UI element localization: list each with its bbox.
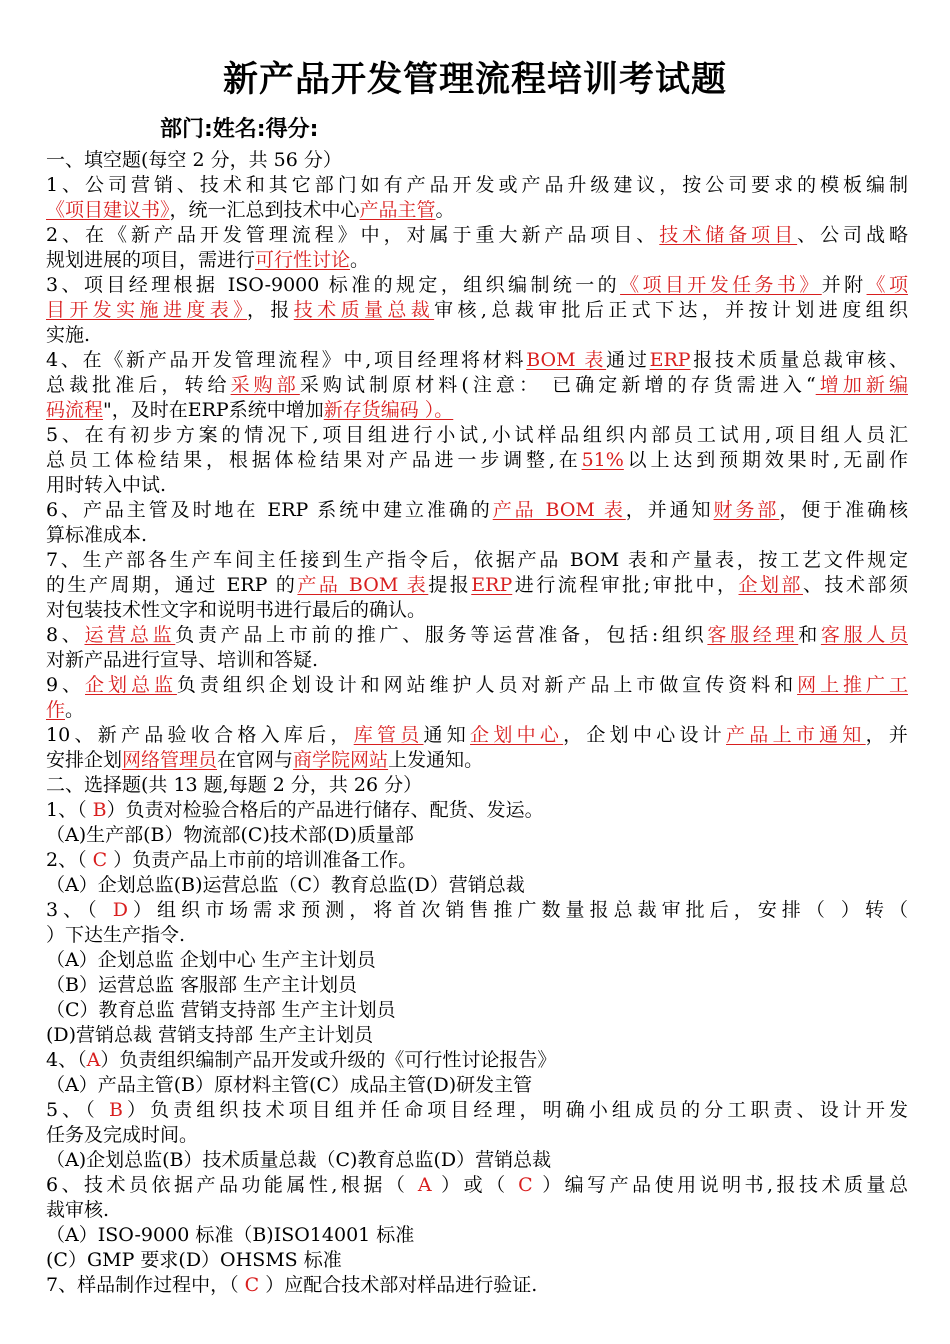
question-text: ）应配合技术部对样品进行验证. xyxy=(259,1274,538,1296)
q6-line-1 xyxy=(46,498,908,523)
answer: B xyxy=(108,1099,123,1121)
answer: 产品主管 xyxy=(359,199,436,221)
question-text: 7、样品制作过程中，（ xyxy=(46,1274,245,1296)
question-text: ）负责产品上市前的培训准备工作。 xyxy=(107,849,418,871)
answer: 技术质量总裁 xyxy=(293,299,435,321)
q10-line-2 xyxy=(46,748,908,773)
q8-line-1 xyxy=(46,623,908,648)
question-text: 提报 xyxy=(428,574,472,596)
question-text: 通过 xyxy=(606,349,650,371)
question-text: 在官网与 xyxy=(217,749,294,771)
answer: 库管员 xyxy=(353,724,424,746)
question-text: ，企划中心设计 xyxy=(563,724,727,746)
mc3-question-1 xyxy=(46,898,908,923)
question-text: 并附 xyxy=(821,274,867,296)
page-title: 新产品开发管理流程培训考试题 xyxy=(222,60,727,100)
question-text: 3、（ xyxy=(46,899,113,921)
mc6-options-2: (C）GMP 要求(D）OHSMS 标准 xyxy=(46,1249,342,1271)
answer: 码流程 xyxy=(46,399,104,421)
question-text: 。 xyxy=(350,249,370,271)
q5-line-2 xyxy=(46,448,908,473)
answer: D xyxy=(112,899,128,921)
question-text: 报技术质量总裁审核、 xyxy=(690,349,908,371)
answer: C xyxy=(92,849,108,871)
answer: ERP xyxy=(649,349,691,371)
answer: ERP xyxy=(471,574,513,596)
question-text: ）编写产品使用说明书,报技术质量总 xyxy=(532,1174,908,1196)
q9-line-2 xyxy=(46,698,908,723)
question-text: 总员工体检结果，根据体检结果对产品进一步调整,在 xyxy=(46,449,582,471)
mc3-question-2: ）下达生产指令. xyxy=(46,924,186,946)
question-text: ）负责组织编制产品开发或升级的《可行性讨论报告》 xyxy=(100,1049,557,1071)
q4-line-3 xyxy=(46,398,908,423)
question-text: 4、（ xyxy=(46,1049,87,1071)
question-text: 2、（ xyxy=(46,849,93,871)
question-text: 6、产品主管及时地在 ERP 系统中建立准确的 xyxy=(46,499,493,521)
question-text: 负责组织企划设计和网站维护人员对新产品上市做宣传资料和 xyxy=(176,674,798,696)
answer: 《项 xyxy=(866,274,908,296)
question-text: 。 xyxy=(435,199,455,221)
question-text: 10、新产品验收合格入库后， xyxy=(46,724,354,746)
answer: 企划中心 xyxy=(470,724,564,746)
q3-line-2 xyxy=(46,298,908,323)
answer: 网上推广工 xyxy=(797,674,908,696)
answer: 采购部 xyxy=(230,374,300,396)
answer: 目开发实施进度表》 xyxy=(46,299,248,321)
answer: 客服经理 xyxy=(707,624,799,646)
question-text: ）负责对检验合格后的产品进行储存、配货、发运。 xyxy=(106,799,544,821)
mc6-options-1: （A）ISO-9000 标准（B)ISO14001 标准 xyxy=(46,1224,415,1246)
answer: B xyxy=(92,799,107,821)
question-text: 4、在《新产品开发管理流程》中,项目经理将材料 xyxy=(46,349,527,371)
question-text: 采购试制原材料(注意： 已确定新增的存货需进入“ xyxy=(299,374,816,396)
mc3-option-a: （A）企划总监 企划中心 生产主计划员 xyxy=(46,949,376,971)
q1-line-2 xyxy=(46,198,908,223)
question-text: ）或（ xyxy=(431,1174,519,1196)
answer: 51% xyxy=(581,449,624,471)
q8-line-2: 对新产品进行宣导、培训和答疑. xyxy=(46,649,319,671)
question-text: 规划进展的项目，需进行 xyxy=(46,249,256,271)
answer: 《项目建议书》 xyxy=(46,199,170,221)
answer: A xyxy=(417,1174,432,1196)
answer: A xyxy=(86,1049,101,1071)
question-text: 的生产周期，通过 ERP 的 xyxy=(46,574,298,596)
q3-line-1 xyxy=(46,273,908,298)
question-text: 通知 xyxy=(423,724,471,746)
question-text: 。 xyxy=(65,699,85,721)
mc2-options: （A）企划总监(B)运营总监（C）教育总监(D）营销总裁 xyxy=(46,874,525,896)
mc3-option-d: (D)营销总裁 营销支持部 生产主计划员 xyxy=(46,1024,374,1046)
mc6-question-1 xyxy=(46,1173,908,1198)
q4-line-1 xyxy=(46,348,908,373)
answer: BOM 表 xyxy=(526,349,607,371)
section-heading-choice: 二、选择题(共 13 题,每题 2 分，共 26 分） xyxy=(46,774,423,796)
question-text: 和 xyxy=(798,624,821,646)
question-text: 进行流程审批;审批中， xyxy=(512,574,739,596)
q1-line-1: 1、公司营销、技术和其它部门如有产品开发或产品升级建议，按公司要求的模板编制 xyxy=(46,174,908,196)
question-text: 以上达到预期效果时,无副作 xyxy=(623,449,908,471)
question-text: 6、技术员依据产品功能属性,根据（ xyxy=(46,1174,418,1196)
mc5-options: （A)企划总监(B）技术质量总裁（C)教育总监(D）营销总裁 xyxy=(46,1149,552,1171)
answer: 产品上市通知 xyxy=(726,724,866,746)
mc4-options: （A）产品主管(B）原材料主管(C）成品主管(D)研发主管 xyxy=(46,1074,533,1096)
q9-line-1 xyxy=(46,673,908,698)
question-text: ，并通知 xyxy=(625,499,714,521)
answer: 作 xyxy=(46,699,66,721)
question-text: ）负责组织技术项目组并任命项目经理，明确小组成员的分工职责、设计开发 xyxy=(122,1099,908,1121)
answer: 《项目开发任务书》 xyxy=(620,274,822,296)
mc7-question xyxy=(46,1273,908,1298)
question-text: 9、 xyxy=(46,674,86,696)
question-text: 、公司战略 xyxy=(797,224,908,246)
answer: C xyxy=(244,1274,260,1296)
section-heading-fill-blank: 一、填空题(每空 2 分，共 56 分） xyxy=(46,149,342,171)
question-text: 5、（ xyxy=(46,1099,109,1121)
answer: C xyxy=(518,1174,533,1196)
q2-line-1 xyxy=(46,223,908,248)
answer: 网络管理员 xyxy=(122,749,218,771)
question-text: 3、项目经理根据 ISO-9000 标准的规定，组织编制统一的 xyxy=(46,274,621,296)
question-text: 上发通知。 xyxy=(388,749,484,771)
question-text: 总裁批准后，转给 xyxy=(46,374,231,396)
question-text: "，及时在ERP系统中增加 xyxy=(103,399,324,421)
question-text: 2、在《新产品开发管理流程》中，对属于重大新产品项目、 xyxy=(46,224,660,246)
q4-line-2 xyxy=(46,373,908,398)
question-text: 安排企划 xyxy=(46,749,123,771)
answer: 财务部 xyxy=(713,499,780,521)
question-text: ，统一汇总到技术中心 xyxy=(169,199,360,221)
mc3-option-c: （C）教育总监 营销支持部 生产主计划员 xyxy=(46,999,396,1021)
question-text: ，并 xyxy=(865,724,908,746)
mc2-question xyxy=(46,848,908,873)
answer: 企划部 xyxy=(738,574,803,596)
question-text: 8、 xyxy=(46,624,85,646)
q5-line-3: 用时转入中试. xyxy=(46,474,167,496)
q5-line-1: 5、在有初步方案的情况下,项目组进行小试,小试样品组织内部员工试用,项目组人员汇 xyxy=(46,424,908,446)
answer: 企划总监 xyxy=(85,674,177,696)
q7-line-1: 7、生产部各生产车间主任接到生产指令后，依据产品 BOM 表和产量表，按工艺文件规定 xyxy=(46,549,908,571)
answer: 新存货编码 ）。 xyxy=(323,399,454,421)
q3-line-3: 实施. xyxy=(46,324,91,346)
question-text: ，便于准确核 xyxy=(779,499,908,521)
answer: 产品 BOM 表 xyxy=(297,574,429,596)
q2-line-2 xyxy=(46,248,908,273)
answer: 技术储备项目 xyxy=(659,224,798,246)
mc6-question-2: 裁审核. xyxy=(46,1199,110,1221)
answer: 客服人员 xyxy=(820,624,908,646)
exam-info-line: 部门:姓名:得分: xyxy=(160,117,319,142)
question-text: 、技术部须 xyxy=(803,574,908,596)
answer: 运营总监 xyxy=(84,624,176,646)
exam-content xyxy=(46,148,908,1298)
question-text: ，报 xyxy=(247,299,294,321)
question-text: 审核,总裁审批后正式下达，并按计划进度组织 xyxy=(434,299,908,321)
question-text: 负责产品上市前的推广、服务等运营准备，包括:组织 xyxy=(175,624,708,646)
question-text: ）组织市场需求预测，将首次销售推广数量报总裁审批后，安排（ ）转（ xyxy=(127,899,908,921)
mc5-question-2: 任务及完成时间。 xyxy=(46,1124,199,1146)
answer: 增加新编 xyxy=(815,374,908,396)
answer: 可行性讨论 xyxy=(255,249,351,271)
q7-line-3: 对包装技术性文字和说明书进行最后的确认。 xyxy=(46,599,427,621)
mc1-options: （A)生产部(B）物流部(C)技术部(D)质量部 xyxy=(46,824,414,846)
mc3-option-b: （B）运营总监 客服部 生产主计划员 xyxy=(46,974,358,996)
q6-line-2: 算标准成本. xyxy=(46,524,148,546)
answer: 商学院网站 xyxy=(293,749,389,771)
mc1-question xyxy=(46,798,908,823)
mc5-question-1 xyxy=(46,1098,908,1123)
q10-line-1 xyxy=(46,723,908,748)
q7-line-2 xyxy=(46,573,908,598)
answer: 产品 BOM 表 xyxy=(492,499,626,521)
question-text: 1、（ xyxy=(46,799,93,821)
mc4-question xyxy=(46,1048,908,1073)
